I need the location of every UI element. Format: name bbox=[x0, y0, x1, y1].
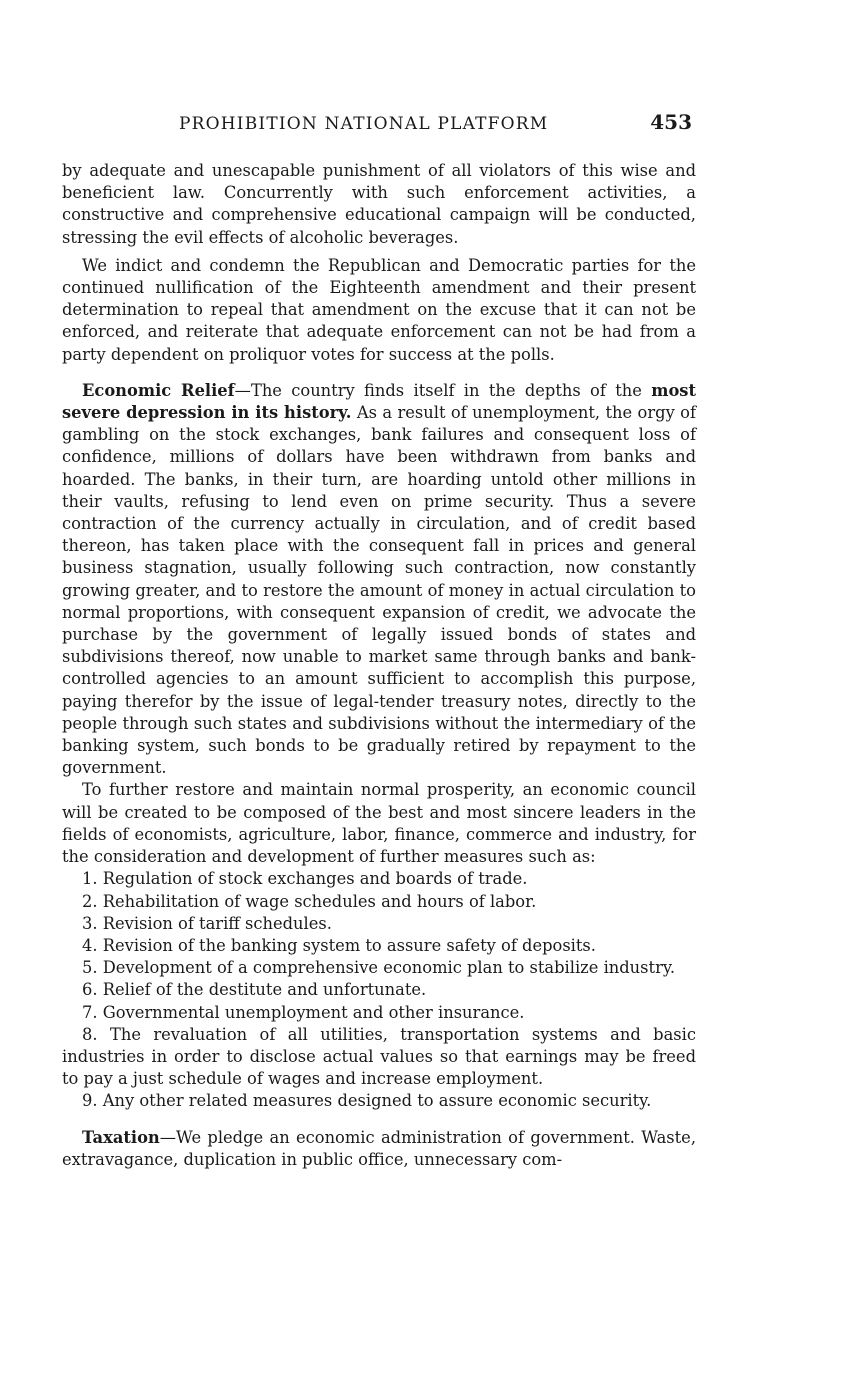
list-item-number: 7. bbox=[82, 1002, 98, 1022]
list-item-number: 8. bbox=[82, 1024, 98, 1044]
list-item-text: Regulation of stock exchanges and boards of trade. bbox=[102, 869, 528, 889]
taxation-body: —We pledge an economic administration of government. Waste, extravagance, duplication in public office, unnecessary com- bbox=[62, 1127, 696, 1169]
list-item-number: 3. bbox=[82, 913, 98, 933]
list-item-text: Governmental unemployment and other insurance. bbox=[102, 1002, 525, 1022]
running-title: PROHIBITION NATIONAL PLATFORM bbox=[179, 114, 549, 134]
list-item bbox=[62, 868, 696, 890]
list-item bbox=[62, 979, 696, 1001]
section-heading-taxation: Taxation bbox=[82, 1127, 160, 1147]
list-item-number: 4. bbox=[82, 935, 98, 955]
list-item bbox=[62, 913, 696, 935]
running-head bbox=[62, 108, 696, 138]
list-item-text: Development of a comprehensive economic plan to stabilize industry. bbox=[102, 958, 676, 978]
body-text bbox=[62, 160, 696, 1171]
list-item bbox=[62, 891, 696, 913]
list-item bbox=[62, 1002, 696, 1024]
list-item-text: Any other related measures designed to assure economic security. bbox=[102, 1091, 652, 1111]
list-item-number: 5. bbox=[82, 958, 98, 978]
list-item-number: 2. bbox=[82, 891, 98, 911]
list-item-text: Rehabilitation of wage schedules and hours of labor. bbox=[102, 891, 537, 911]
list-item-text: The revaluation of all utilities, transportation systems and basic industries in order to disclose actual values so that earnings may be freed to pay a just schedule of wages and increase employment. bbox=[62, 1024, 696, 1089]
economic-relief-lead: —The country finds itself in the depths of the bbox=[234, 380, 652, 400]
list-item-number: 6. bbox=[82, 980, 98, 1000]
list-item-number: 9. bbox=[82, 1091, 98, 1111]
list-item-text: Revision of tariff schedules. bbox=[102, 913, 332, 933]
paragraph-indictment: We indict and condemn the Republican and Democratic parties for the continued nullification of the Eighteenth amendment and their present determination to repeal that amendment on the excuse that it can not be enforced, and reiterate that adequate enforcement can not be had from a party dependent on proliquor votes for success at the polls. bbox=[62, 255, 696, 364]
list-item bbox=[62, 957, 696, 979]
page-number: 453 bbox=[650, 110, 692, 134]
list-item-text: Relief of the destitute and unfortunate. bbox=[102, 980, 427, 1000]
paragraph-continuation: by adequate and unescapable punishment of all violators of this wise and beneficient law. Concurrently with such enforcement activities, a constructive and comprehensive educational campaign will be conducted, stressing the evil effects of alcoholic beverages. bbox=[62, 161, 696, 247]
paragraph-economic-relief bbox=[62, 380, 696, 780]
list-item bbox=[62, 1090, 696, 1112]
measures-list bbox=[62, 868, 696, 1112]
list-item-number: 1. bbox=[82, 869, 98, 889]
list-item-text: Revision of the banking system to assure safety of deposits. bbox=[102, 935, 596, 955]
economic-relief-emphasis: most severe depression in its history. bbox=[62, 380, 696, 423]
document-page bbox=[62, 108, 696, 1171]
economic-relief-body: As a result of unemployment, the orgy of gambling on the stock exchanges, bank failures and consequent loss of confidence, millions of dollars have been withdrawn from banks and hoarded. The banks, in their turn, are hoarding untold other millions in their vaults, refusing to lend even on prime security. Thus a severe contraction of the currency actually in circulation, and of credit based thereon, has taken place with the consequent fall in prices and general business stagnation, usually following such contraction, now constantly growing greater, and to restore the amount of money in actual circulation to normal proportions, with consequent expansion of credit, we advocate the purchase by the government of legally issued bonds of states and subdivisions thereof, now unable to market same through banks and bank-controlled agencies to an amount sufficient to accomplish this purpose, paying therefor by the issue of legal-tender treasury notes, directly to the people through such states and subdivisions without the intermediary of the banking system, such bonds to be gradually retired by repayment to the government. bbox=[62, 403, 696, 778]
paragraph-taxation bbox=[62, 1127, 696, 1171]
list-item bbox=[62, 1024, 696, 1091]
paragraph-economic-council: To further restore and maintain normal prosperity, an economic council will be created to be composed of the best and most sincere leaders in the fields of economists, agriculture, labor, finance, commerce and industry, for the consideration and development of further measures such as: bbox=[62, 780, 696, 867]
section-heading-economic-relief: Economic Relief bbox=[82, 380, 235, 400]
list-item bbox=[62, 935, 696, 957]
